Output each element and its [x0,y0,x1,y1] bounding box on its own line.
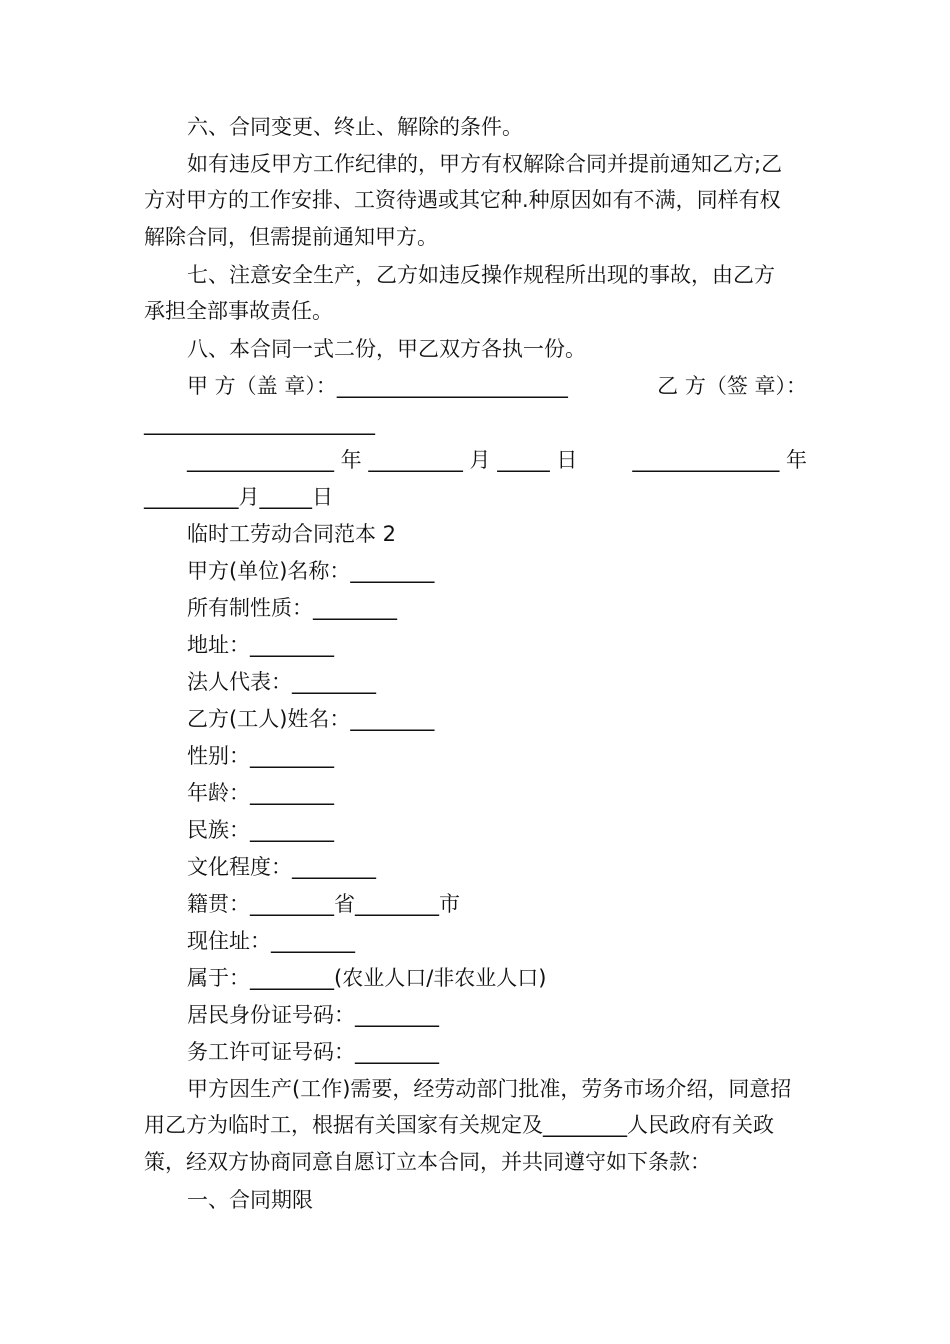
party-b-date-month-day: _________月_____日 [144,485,333,509]
field-age: 年龄：________ [187,781,334,805]
field-employer-name: 甲方(单位)名称：________ [187,559,435,583]
template-2-title: 临时工劳动合同范本 2 [187,522,397,546]
field-legal-rep: 法人代表：________ [187,670,376,694]
section-6-para-line-3: 解除合同，但需提前通知甲方。 [144,225,438,249]
party-a-seal-field: 甲 方（盖 章）：______________________ [187,374,568,398]
section-1-heading: 一、合同期限 [187,1188,313,1212]
intro-line-2: 用乙方为临时工，根据有关国家有关规定及________人民政府有关政 [144,1113,774,1137]
field-ethnicity: 民族：________ [187,818,334,842]
date-row [187,446,807,474]
party-b-date-year: ______________ 年 [632,448,807,472]
field-address: 地址：________ [187,633,334,657]
field-ownership-type: 所有制性质：________ [187,596,397,620]
intro-text-1: 甲方因生产(工作)需要，经劳动部门批准，劳务市场介绍，同意招 [187,1077,792,1101]
intro-line-1 [187,1075,807,1103]
section-6-para-text-1: 如有违反甲方工作纪律的，甲方有权解除合同并提前通知乙方;乙 [187,152,783,176]
party-b-seal-label: 乙 方（签 章）： [657,374,807,398]
field-id-number: 居民身份证号码：________ [187,1003,439,1027]
intro-line-3: 策，经双方协商同意自愿订立本合同，并共同遵守如下条款： [144,1150,711,1174]
section-6-heading: 六、合同变更、终止、解除的条件。 [187,115,523,139]
section-7-line-2: 承担全部事故责任。 [144,299,333,323]
field-worker-name: 乙方(工人)姓名：________ [187,707,435,731]
section-8: 八、本合同一式二份，甲乙双方各执一份。 [187,337,586,361]
field-education: 文化程度：________ [187,855,376,879]
party-b-seal-blank: ______________________ [144,411,375,435]
field-work-permit: 务工许可证号码：________ [187,1040,439,1064]
signature-row [187,372,807,400]
field-current-address: 现住址：________ [187,929,355,953]
field-household-type: 属于：________(农业人口/非农业人口) [187,966,547,990]
section-6-para-line-1 [187,150,807,178]
section-7-line-1: 七、注意安全生产，乙方如违反操作规程所出现的事故，由乙方 [187,263,775,287]
field-native-place: 籍贯：________省________市 [187,892,460,916]
field-gender: 性别：________ [187,744,334,768]
party-a-date: ______________ 年 _________ 月 _____ 日 [187,448,578,472]
section-6-para-line-2: 方对甲方的工作安排、工资待遇或其它种.种原因如有不满，同样有权 [144,188,781,212]
